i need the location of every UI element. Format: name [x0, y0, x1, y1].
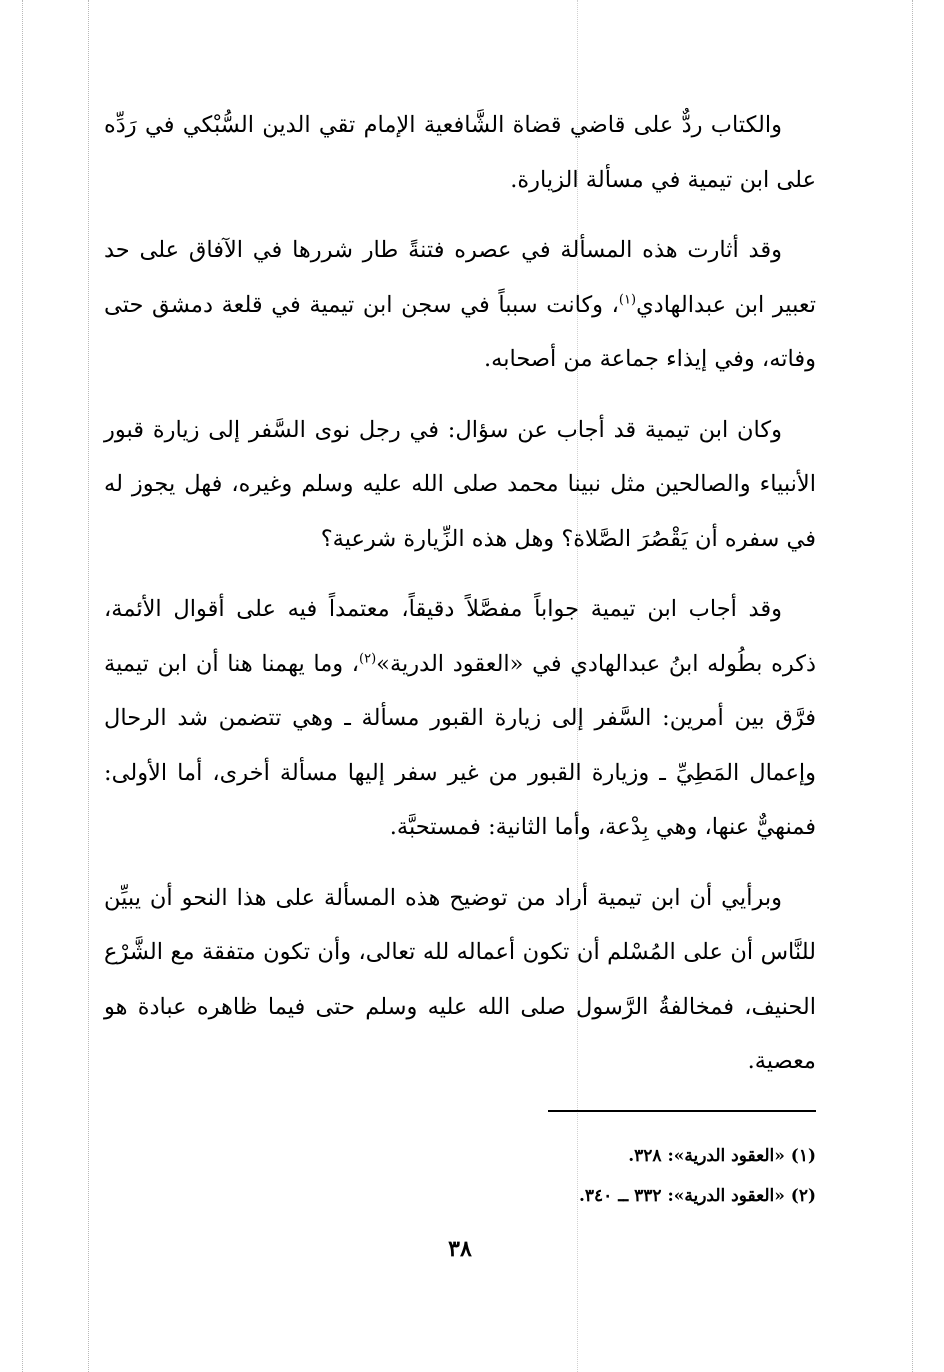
footnote-1: (١) «العقود الدرية»: ٣٢٨. [628, 1146, 816, 1166]
scan-guide-line [22, 0, 23, 1372]
paragraph-text: والكتاب ردٌّ على قاضي قضاة الشَّافعية الإمام تقي الدين السُّبْكي في رَدِّه على ابن تيمية في مسألة الزيارة. [104, 112, 816, 193]
footnote-ref-1: (١) [618, 292, 637, 307]
paragraph-text-continued: ، وما يهمنا هنا أن ابن تيمية فرَّق بين أمرين: السَّفر إلى زيارة القبور مسألة ـ وهي تتضمن شد الرحال وإعمال المَطِيِّ ـ وزيارة القبور من غير سفر إليها مسألة أخرى، أما الأولى: فمنهيٌّ عنها، وهي بِدْعة، وأما الثانية: فمستحبَّة. [104, 650, 816, 840]
paragraph-text-continued: ، وكانت سبباً في سجن ابن تيمية في قلعة دمشق حتى وفاته، وفي إيذاء جماعة من أصحابه. [104, 291, 816, 372]
paragraph-text: وبرأيي أن ابن تيمية أراد من توضيح هذه المسألة على هذا النحو أن يبيِّن للنَّاس أن على المُسْلم أن تكون أعماله لله تعالى، وأن تكون متفقة مع الشَّرْع الحنيف، فمخالفةُ الرَّسول صلى الله عليه وسلم حتى فيما ظاهره عبادة هو معصية. [104, 884, 816, 1074]
paragraph-3 [104, 403, 816, 567]
main-text [104, 98, 816, 1105]
paragraph-2 [104, 223, 816, 387]
paragraph-text: وقد أجاب ابن تيمية جواباً مفصَّلاً دقيقاً، معتمداً فيه على أقوال الأئمة، ذكره بطُوله ابنُ عبدالهادي في «العقود الدرية» [104, 596, 816, 677]
footnote-ref-2: (٢) [359, 651, 377, 666]
paragraph-5 [104, 871, 816, 1089]
scan-guide-line [912, 0, 913, 1372]
paragraph-1 [104, 98, 816, 207]
paragraph-text: وكان ابن تيمية قد أجاب عن سؤال: في رجل نوى السَّفر إلى زيارة قبور الأنبياء والصالحين مثل نبينا محمد صلى الله عليه وسلم وغيره، فهل يجوز له في سفره أن يَقْصُرَ الصَّلاة؟ وهل هذه الزِّيارة شرعية؟ [104, 416, 816, 552]
footnotes [300, 1136, 816, 1216]
paragraph-4 [104, 582, 816, 855]
paragraph-text: وقد أثارت هذه المسألة في عصره فتنةً طار شررها في الآفاق على حد تعبير ابن عبدالهادي [104, 237, 817, 318]
footnote-separator [548, 1110, 816, 1112]
page-number: ٣٨ [448, 1236, 472, 1262]
scan-guide-line [88, 0, 89, 1372]
footnote-2: (٢) «العقود الدرية»: ٣٣٢ ــ ٣٤٠. [579, 1186, 816, 1206]
